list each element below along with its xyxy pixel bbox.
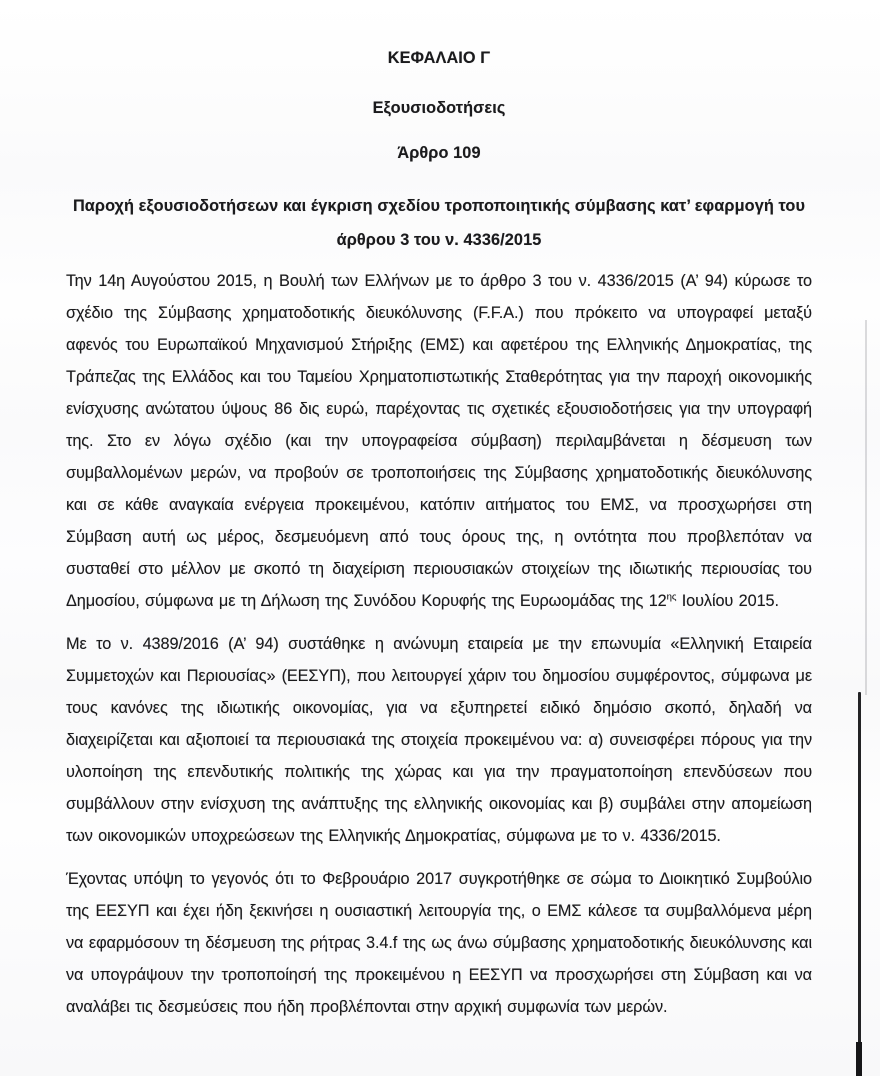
section-heading: Εξουσιοδοτήσεις <box>372 99 506 117</box>
scan-artifact-edge-mark <box>856 1042 862 1076</box>
article-title-line2: άρθρου 3 του ν. 4336/2015 <box>336 231 542 249</box>
chapter-heading: ΚΕΦΑΛΑΙΟ Γ <box>387 49 491 67</box>
article-title <box>66 189 812 257</box>
paragraph-2: Με το ν. 4389/2016 (Α’ 94) συστάθηκε η ανώνυμη εταιρεία με την επωνυμία «Ελληνική Εταιρεία Συμμετοχών και Περιουσίας» (ΕΕΣΥΠ), που λειτουργεί χάριν του δημοσίου συμφέροντος, σύμφωνα με τους κανόνες της ιδιωτικής οικονομίας, για να εξυπηρετεί ειδικό δημόσιο σκοπό, δηλαδή να διαχειρίζεται και αξιοποιεί τα περιουσιακά της στοιχεία προκειμένου να: α) συνεισφέρει πόρους για την υλοποίηση της επενδυτικής πολιτικής της χώρας και για την πραγματοποίηση επενδύσεων που συμβάλλουν στην ενίσχυση της ανάπτυξης της ελληνικής οικονομίας και β) συμβάλει στην απομείωση των οικονομικών υποχρεώσεων της Ελληνικής Δημοκρατίας, σύμφωνα με το ν. 4336/2015. <box>66 635 812 845</box>
paragraph-1-text-end: Ιουλίου 2015. <box>676 592 779 610</box>
paragraph-3: Έχοντας υπόψη το γεγονός ότι το Φεβρουάριο 2017 συγκροτήθηκε σε σώμα το Διοικητικό Συμβούλιο της ΕΕΣΥΠ και έχει ήδη ξεκινήσει η ουσιαστική λειτουργία της, ο ΕΜΣ κάλεσε τα συμβαλλόμενα μέρη να εφαρμόσουν τη δέσμευση της ρήτρας 3.4.f της ως άνω σύμβασης χρηματοδοτικής διευκόλυνσης και να υπογράψουν την τροποποίησή της προκειμένου η ΕΕΣΥΠ να προσχωρήσει στη Σύμβαση και να αναλάβει τις δεσμεύσεις που ήδη προβλέπονται στην αρχική συμφωνία των μερών. <box>66 870 812 1016</box>
paragraph-1 <box>66 265 812 617</box>
paragraph-1-text: Την 14η Αυγούστου 2015, η Βουλή των Ελλήνων με το άρθρο 3 του ν. 4336/2015 (Α’ 94) κύρωσε το σχέδιο της Σύμβασης χρηματοδοτικής διευκόλυνσης (F.F.A.) που πρόκειτο να υπογραφεί μεταξύ αφενός του Ευρωπαϊκού Μηχανισμού Στήριξης (ΕΜΣ) και αφετέρου της Ελληνικής Δημοκρατίας, της Τράπεζας της Ελλάδος και του Ταμείου Χρηματοπιστωτικής Σταθερότητας για την παροχή οικονομικής ενίσχυσης ανώτατου ύψους 86 δις ευρώ, παρέχοντας τις σχετικές εξουσιοδοτήσεις για την υπογραφή της. Στο εν λόγω σχέδιο (και την υπογραφείσα σύμβαση) περιλαμβάνεται η δέσμευση των συμβαλλομένων μερών, να προβούν σε τροποποιήσεις της Σύμβασης χρηματοδοτικής διευκόλυνσης και σε κάθε αναγκαία ενέργεια προκειμένου, κατόπιν αιτήματος του ΕΜΣ, να προσχωρήσει στη Σύμβαση αυτή ως μέρος, δεσμευόμενη από τους όρους της, η οντότητα που προβλεπόταν να συσταθεί στο μέλλον με σκοπό τη διαχείριση περιουσιακών στοιχείων της ιδιωτικής περιουσίας του Δημοσίου, σύμφωνα με τη Δήλωση της Συνόδου Κορυφής της Ευρωομάδας της 12 <box>66 272 812 610</box>
article-heading: Άρθρο 109 <box>397 144 481 162</box>
superscript-ordinal: ης <box>666 591 677 603</box>
article-title-line1: Παροχή εξουσιοδοτήσεων και έγκριση σχεδίου τροποποιητικής σύμβασης κατ’ εφαρμογή του <box>72 197 806 215</box>
